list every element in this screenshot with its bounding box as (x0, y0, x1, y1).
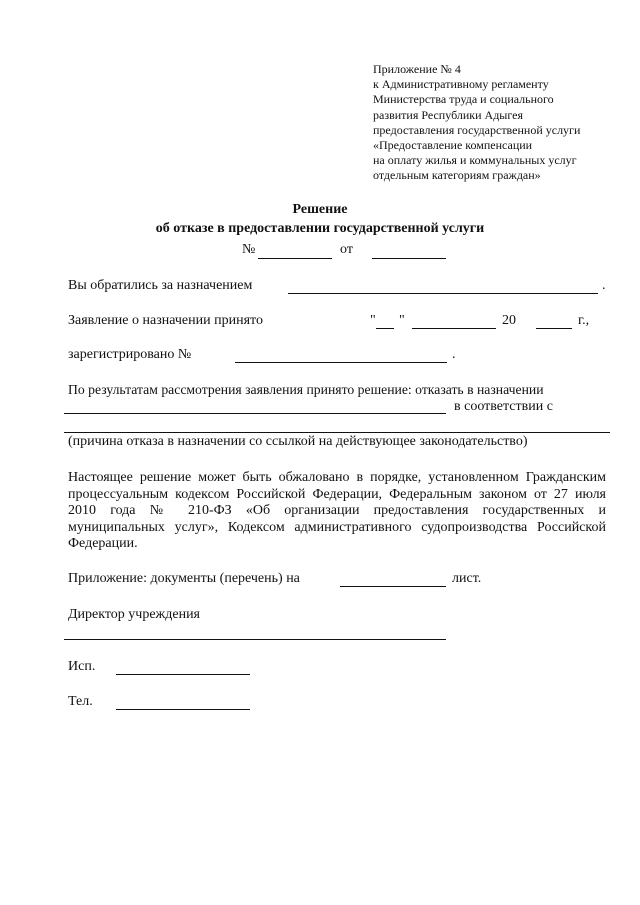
decision-text: По результатам рассмотрения заявления принято решение: отказать в назначении (68, 382, 544, 397)
application-accepted-label: Заявление о назначении принято (68, 313, 263, 328)
attachment-label: Приложение: документы (перечень) на (68, 571, 300, 586)
quote-open: " (370, 313, 376, 328)
appendix-line: к Административному регламенту (373, 77, 549, 92)
appendix-line: на оплату жилья и коммунальных услуг (373, 153, 577, 168)
accepted-year-field[interactable] (536, 328, 572, 329)
appendix-line: развития Республики Адыгея (373, 107, 523, 122)
registration-number-field[interactable] (235, 362, 447, 363)
director-signature-field[interactable] (64, 639, 446, 640)
reason-note: (причина отказа в назначении со ссылкой на действующее законодательство) (68, 434, 528, 449)
date-label: от (340, 242, 353, 257)
year-prefix: 20 (502, 313, 516, 328)
phone-field[interactable] (116, 709, 250, 710)
document-title: Решение (292, 202, 348, 217)
according-to-label: в соответствии с (454, 399, 553, 414)
appendix-line: «Предоставление компенсации (373, 138, 533, 153)
sheets-label: лист. (452, 571, 482, 586)
phone-label: Тел. (68, 694, 93, 709)
executor-field[interactable] (116, 674, 250, 675)
accepted-month-field[interactable] (412, 328, 496, 329)
appendix-line: предоставления государственной услуги (373, 122, 581, 137)
appendix-note (373, 62, 580, 184)
accepted-day-field[interactable] (376, 328, 394, 329)
decision-field[interactable] (64, 413, 446, 414)
appendix-line: Приложение № 4 (373, 62, 461, 76)
number-label: № (242, 242, 256, 257)
decision-date-field[interactable] (372, 258, 446, 259)
reason-field[interactable] (64, 432, 610, 433)
applied-for-field[interactable] (288, 293, 598, 294)
quote-close: " (399, 313, 405, 328)
director-label: Директор учреждения (68, 607, 200, 622)
appendix-line: Министерства труда и социального (373, 92, 554, 107)
executor-label: Исп. (68, 659, 96, 674)
period-mark: . (602, 278, 606, 293)
registered-label: зарегистрировано № (68, 347, 192, 362)
attachment-sheets-field[interactable] (340, 586, 446, 587)
document-subtitle: об отказе в предоставлении государственной услуги (155, 221, 485, 236)
period-mark: . (452, 347, 456, 362)
appeal-paragraph: Настоящее решение может быть обжаловано в порядке, установленном Гражданским процессуальным кодексом Российской Федерации, Федеральным законом от 27 июля 2010 года № 210-ФЗ «Об организации предоставления государственных и муниципальных услуг», Кодексом административного судопроизводства Российской Федерации. (68, 470, 606, 551)
appendix-line: отдельным категориям граждан» (373, 168, 541, 183)
applied-for-label: Вы обратились за назначением (68, 278, 253, 293)
decision-number-field[interactable] (258, 258, 332, 259)
year-suffix: г., (578, 313, 590, 328)
